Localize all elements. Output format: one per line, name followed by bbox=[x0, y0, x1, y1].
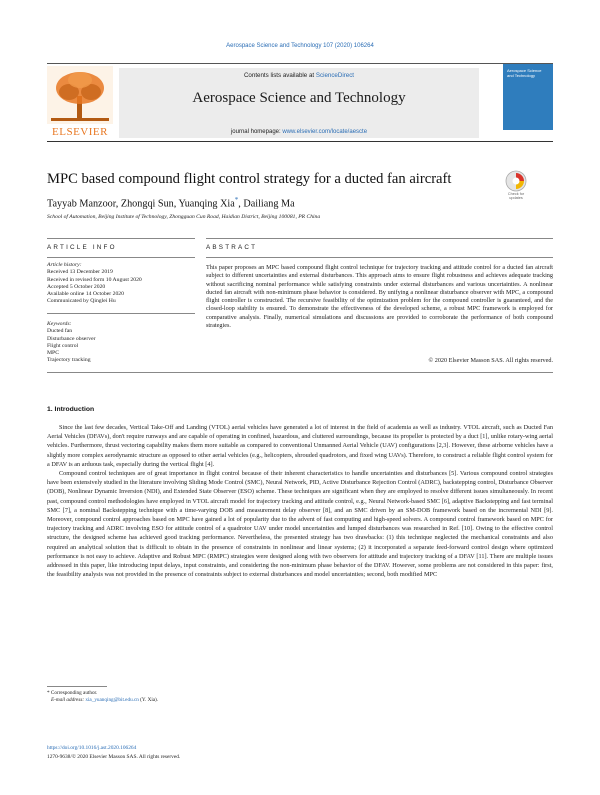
article-info-top-rule bbox=[47, 238, 195, 239]
article-info-sub-rule bbox=[47, 257, 195, 258]
contents-prefix: Contents lists available at bbox=[243, 72, 316, 79]
journal-header bbox=[47, 64, 553, 140]
journal-title: Aerospace Science and Technology bbox=[192, 90, 406, 106]
history-item: Communicated by Qinglei Hu bbox=[47, 298, 116, 305]
section-title-introduction: 1. Introduction bbox=[47, 406, 95, 413]
homepage-line bbox=[119, 129, 479, 135]
header-bottom-rule bbox=[47, 141, 553, 142]
history-item: Available online 14 October 2020 bbox=[47, 291, 124, 298]
footnote-rule bbox=[47, 686, 107, 687]
keyword-item: MPC bbox=[47, 350, 60, 357]
introduction-body bbox=[47, 423, 553, 579]
email-link[interactable]: xia_yuanqing@bit.edu.cn bbox=[85, 697, 139, 704]
corresponding-author-note: * Corresponding author. bbox=[47, 690, 98, 696]
email-suffix: (Y. Xia). bbox=[138, 697, 159, 704]
check-updates-icon bbox=[503, 170, 529, 192]
article-history bbox=[47, 262, 195, 306]
doi-link[interactable]: https://doi.org/10.1016/j.ast.2020.106264 bbox=[47, 745, 137, 751]
cover-title: Aerospace Science and Technology bbox=[507, 68, 542, 78]
check-updates-label: Check for updates bbox=[507, 192, 525, 200]
contents-line bbox=[119, 72, 479, 79]
email-label: E-mail address: bbox=[51, 697, 86, 704]
keywords-divider bbox=[47, 313, 195, 314]
publisher-logo-text: ELSEVIER bbox=[52, 126, 108, 138]
paragraph: Compound control techniques are of great importance in flight control because of their inherent characteristics to handle uncertainties and disturbances [5]. Various compound control strategies have been extensively studied in the literature involving Sliding Mode Control (SMC), Neural Network, PID, Active Disturbance Rejection Control (ADRC), backstepping control, Disturbance Observer (DOB), Nonlinear Dynamic Inversion (NDI), and Extended State Observer (ESO) scheme. These techniques are significant when they are employed to resolve different issues simultaneously. In recent past, compound control methodologies have employed in VTOL aircraft model for trajectory tracking and attitude control, e.g., Neural Network-based SMC [6], adaptive Backstepping and fast terminal SMC [7], a nominal Backstepping technique with a time-varying DOB and measurement delay observer [8], and an SMC driven by an SM-DOB framework based on the incremental NDI [9]. Moreover, compound control approaches based on MPC have gained a lot of popularity due to the advent of fast computing and high-speed solvers. A compound control framework based on MPC for trajectory tracking and ADRC involving ESO for attitude control of a quadrotor UAV under model uncertainties and lumped disturbances was researched in Ref. [10]. Owing to the effective control structure, the designed scheme has achieved good tracking performance. Nevertheless, the presented strategy has two drawbacks: (1) this technique neglected the mechanical constraints and also required an analytical solution that is difficult to obtain in the presence of constraints in nonlinear and linear systems; (2) it incorporated a separate feed-forward control design where optimized performance is not easy to achieve. Adaptive and Robust MPC (RMPC) strategies were designed along with two observers for attitude and trajectory tracking of a DFAV [11]. There are multiple issues addressed in this paper, like introducing input delays, input constraints, and considering the non-minimum phase behavior of the DFAV. However, some problems are not considered in this paper: first, the feasibility analysis was not provided in the presence of constraints subject to external disturbances and model uncertainties; second, both modified MPC bbox=[47, 470, 553, 579]
journal-banner bbox=[119, 68, 479, 138]
affiliation: School of Automation, Beijing Institute of Technology, Zhongguan Cun Road, Haidian District, Beijing 100081, PR China bbox=[47, 214, 321, 220]
journal-cover-thumbnail[interactable] bbox=[503, 64, 553, 130]
check-for-updates-button[interactable] bbox=[503, 170, 529, 200]
sciencedirect-link[interactable]: ScienceDirect bbox=[315, 72, 355, 79]
corresponding-author-mark[interactable]: * bbox=[234, 196, 239, 204]
keywords-label: Keywords: bbox=[47, 321, 72, 327]
abstract-heading: ABSTRACT bbox=[206, 244, 258, 251]
author-list bbox=[47, 196, 295, 209]
keyword-item: Disturbance observer bbox=[47, 335, 96, 342]
keyword-item: Ducted fan bbox=[47, 328, 73, 335]
history-item: Accepted 5 October 2020 bbox=[47, 283, 106, 290]
history-item: Received 13 December 2019 bbox=[47, 269, 113, 276]
article-info-heading: ARTICLE INFO bbox=[47, 244, 117, 251]
journal-reference-link[interactable]: Aerospace Science and Technology 107 (2020) 106264 bbox=[226, 43, 374, 49]
abstract-sub-rule bbox=[206, 257, 553, 258]
email-line bbox=[47, 697, 158, 704]
history-label: Article history: bbox=[47, 262, 82, 268]
authors: Tayyab Manzoor, Zhongqi Sun, Yuanqing Xia bbox=[47, 198, 235, 210]
abstract-text: This paper proposes an MPC based compound flight control technique for trajectory tracking and attitude control for a ducted fan aircraft subject to different uncertainties and external disturbances. This approach aims to ensure flight robustness and achieves adequate tracking without sacrificing nominal performance while satisfying constraints under external disturbances and various uncertainties. A nonlinear ducted fan aircraft with non-minimum phase behavior is considered. By unifying a nonlinear disturbance observer with MPC, a compound flight controller is constructed. The recursive feasibility of the optimization problem for the compound controller is guaranteed, and the closed-loop stability is ensured. To demonstrate the effectiveness of the developed scheme, a robust MPC framework is employed for comparative analysis. Finally, numerical simulations and discussions are provided to corroborate the performance of both compound strategies. bbox=[206, 264, 553, 330]
page-footer bbox=[47, 744, 180, 762]
abstract-top-rule bbox=[206, 238, 553, 239]
paper-title: MPC based compound flight control strategy for a ducted fan aircraft bbox=[47, 171, 452, 187]
history-item: Received in revised form 10 August 2020 bbox=[47, 276, 142, 283]
keywords-block bbox=[47, 321, 195, 365]
elsevier-tree-logo-icon bbox=[47, 66, 113, 138]
keyword-item: Flight control bbox=[47, 342, 79, 349]
last-author: , Dailiang Ma bbox=[238, 198, 295, 210]
keyword-item: Trajectory tracking bbox=[47, 357, 91, 364]
abstract-bottom-rule bbox=[47, 372, 553, 373]
footnote bbox=[47, 690, 158, 705]
homepage-link[interactable]: www.elsevier.com/locate/aescte bbox=[282, 129, 368, 135]
issn-line: 1270-9638/© 2020 Elsevier Masson SAS. All rights reserved. bbox=[47, 753, 181, 760]
abstract-copyright: © 2020 Elsevier Masson SAS. All rights reserved. bbox=[428, 357, 553, 364]
paragraph: Since the last few decades, Vertical Take-Off and Landing (VTOL) aerial vehicles have generated a lot of interest in the field of academia as well as industry. VTOL aircraft, such as Ducted Fan Aerial Vehicles (DFAVs), don't require runways and are capable of operating in confined, hazardous, and cluttered surroundings, because its propeller is protected by a duct [1], unlike rotary-wing aerial vehicles. Furthermore, thrust vectoring capability makes them more suitable as compared to conventional Unmanned Aerial Vehicle (UAV) configurations [2,3]. However, these airborne vehicles have a slightly more complex aerodynamic structure as opposed to other aerial vehicles (e.g., helicopters, shrouded quadrotors, and fixed wing UAVs). Therefore, to construct a reliable flight control system for a DFAV is an arduous task, especially during the vertical flight [4]. bbox=[47, 424, 553, 468]
homepage-prefix: journal homepage: bbox=[230, 129, 283, 135]
